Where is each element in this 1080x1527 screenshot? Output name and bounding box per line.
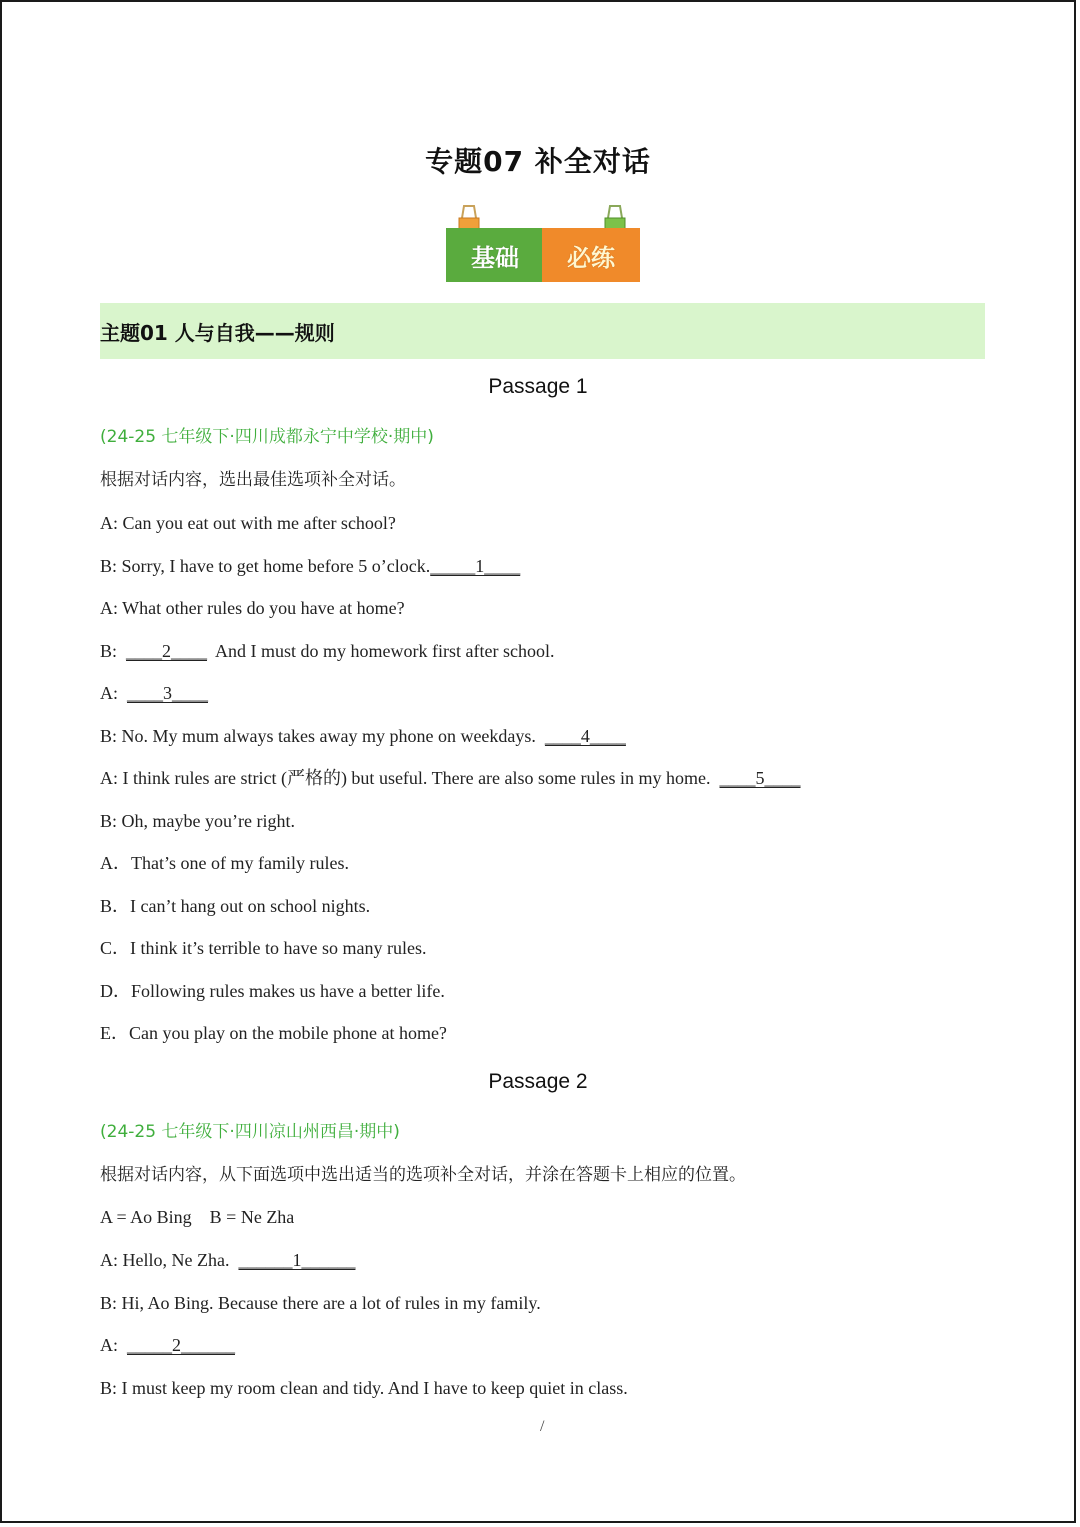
speaker-label: A: bbox=[100, 1335, 127, 1355]
option-b: B．I can’t hang out on school nights. bbox=[100, 896, 371, 916]
basic-practice-badge bbox=[446, 204, 640, 284]
passage-1-heading: Passage 1 bbox=[488, 375, 588, 398]
theme-heading: 主题01 人与自我——规则 bbox=[100, 321, 335, 345]
answer-blank-3: ____3____ bbox=[127, 683, 208, 703]
badge-label-basic: 基础 bbox=[471, 244, 519, 272]
dialogue-line bbox=[100, 1334, 235, 1356]
dialogue-line bbox=[100, 682, 208, 704]
dialogue-line: A = Ao Bing B = Ne Zha bbox=[100, 1207, 295, 1227]
dialogue-line: A: Can you eat out with me after school? bbox=[100, 513, 396, 533]
passage-1-instruction: 根据对话内容，选出最佳选项补全对话。 bbox=[100, 470, 406, 490]
dialogue-line bbox=[100, 725, 626, 747]
document-title: 专题07 补全对话 bbox=[425, 145, 651, 178]
dialogue-text: A: I think rules are strict (严格的) but useful. There are also some rules in my home. bbox=[100, 768, 720, 788]
dialogue-text: A: Hello, Ne Zha. bbox=[100, 1250, 239, 1270]
page-number: / bbox=[540, 1418, 545, 1435]
dialogue-text: B: Sorry, I have to get home before 5 o’clock. bbox=[100, 556, 431, 576]
speaker-label: A: bbox=[100, 683, 127, 703]
option-d: D．Following rules makes us have a better life. bbox=[100, 981, 445, 1001]
dialogue-line bbox=[100, 555, 520, 577]
answer-blank-5: ____5____ bbox=[719, 768, 801, 788]
answer-blank-2: _____2______ bbox=[127, 1335, 235, 1355]
dialogue-text: And I must do my homework first after school. bbox=[207, 641, 555, 661]
option-a: A．That’s one of my family rules. bbox=[100, 853, 349, 873]
passage-2-source: (24-25 七年级下·四川凉山州西昌·期中) bbox=[100, 1122, 400, 1142]
passage-2-instruction: 根据对话内容，从下面选项中选出适当的选项补全对话，并涂在答题卡上相应的位置。 bbox=[100, 1165, 746, 1185]
dialogue-line: B: I must keep my room clean and tidy. And I have to keep quiet in class. bbox=[100, 1378, 628, 1398]
dialogue-line bbox=[100, 640, 554, 662]
answer-blank-1: ______1______ bbox=[238, 1250, 356, 1270]
dialogue-line bbox=[100, 767, 801, 789]
dialogue-line: B: Hi, Ao Bing. Because there are a lot of rules in my family. bbox=[100, 1293, 541, 1313]
option-e: E．Can you play on the mobile phone at home? bbox=[100, 1023, 447, 1043]
answer-blank-4: ____4____ bbox=[544, 726, 626, 746]
answer-blank-1: _____1____ bbox=[430, 556, 521, 576]
dialogue-line: B: Oh, maybe you’re right. bbox=[100, 811, 295, 831]
badge-label-practice: 必练 bbox=[567, 244, 615, 272]
theme-heading-bar bbox=[100, 303, 985, 359]
dialogue-line: A: What other rules do you have at home? bbox=[100, 598, 405, 618]
answer-blank-2: ____2____ bbox=[126, 641, 208, 661]
passage-1-source: (24-25 七年级下·四川成都永宁中学校·期中) bbox=[100, 427, 434, 447]
passage-2-heading: Passage 2 bbox=[488, 1070, 588, 1093]
option-c: C．I think it’s terrible to have so many rules. bbox=[100, 938, 427, 958]
speaker-label: B: bbox=[100, 641, 127, 661]
dialogue-line bbox=[100, 1249, 355, 1271]
dialogue-text: B: No. My mum always takes away my phone on weekdays. bbox=[100, 726, 545, 746]
